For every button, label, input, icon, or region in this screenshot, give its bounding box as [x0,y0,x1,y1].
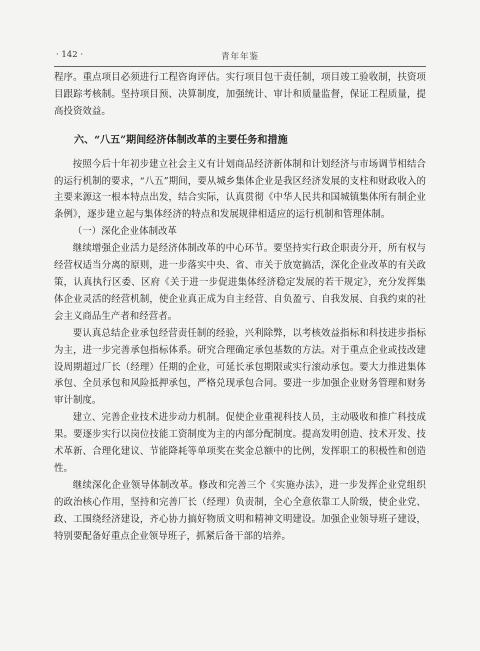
paragraph: 继续深化企业领导体制改革。修改和完善三个《实施办法》，进一步发挥企业党组织的政治核心作用，坚持和完善厂长（经理）负责制，全心全意依靠工人阶级，使企业党、政、工围绕经济建设，齐心协力搞好物质文明和精神文明建设。加强企业领导班子建设，特别要配备好重点企业领导班子，抓紧后备干部的培养。 [54,479,426,542]
running-header [54,44,426,67]
paragraph: 建立、完善企业技术进步动力机制。促使企业重视科技人员，主动吸收和推广科技成果。要逐步实行以岗位技能工资制度为主的内部分配制度。提高发明创造、技术开发、技术革新、合理化建议、节能降耗等单项奖在奖金总额中的比例，发挥职工的积极性和创造性。 [54,412,426,474]
paragraph: 要认真总结企业承包经营责任制的经验，兴利除弊，以考核效益指标和科技进步指标为主，进一步完善承包指标体系。研究合理确定承包基数的方法。对于重点企业或技改建设周期超过厂长（经理）任期的企业，可延长承包期限或实行滚动承包。要大力推进集体承包、全员承包和风险抵押承包，严格兑现承包合同。要进一步加强企业财务管理和财务审计制度。 [54,327,426,407]
paragraph: 按照今后十年初步建立社会主义有计划商品经济新体制和计划经济与市场调节相结合的运行机制的要求，“八五”期间，要从城乡集体企业是我区经济发展的支柱和财政收入的主要来源这一根本特点出发，结合实际，认真贯彻《中华人民共和国城镇集体所有制企业条例》，逐步建立起与集体经济的特点和发展规律相适应的运行机制和管理体制。 [54,158,426,221]
section-heading: 六、“八五”期间经济体制改革的主要任务和措施 [74,134,288,146]
paragraph: 程序。重点项目必须进行工程咨询评估。实行项目包干责任制，项目竣工验收制，扶资项目跟踪考核制。坚持项目预、决算制度，加强统计、审计和质量监督，保证工程质量，提高投资效益。 [54,72,426,117]
running-title: 青年年鉴 [220,52,259,62]
subsection-heading: （一）深化企业体制改革 [72,226,178,238]
page-body [54,70,426,545]
page-number: · 142 · [56,50,84,60]
paragraph: 继续增强企业活力是经济体制改革的中心环节。要坚持实行政企职责分开，所有权与经营权适当分离的原则，进一步落实中央、省、市关于放宽搞活，深化企业改革的有关政策，认真执行区委、区府《关于进一步促进集体经济稳定发展的若干规定》，充分发挥集体企业灵活的经营机制，使企业真正成为自主经营、自负盈亏、自我发展、自我约束的社会主义商品生产者和经营者。 [54,243,426,322]
